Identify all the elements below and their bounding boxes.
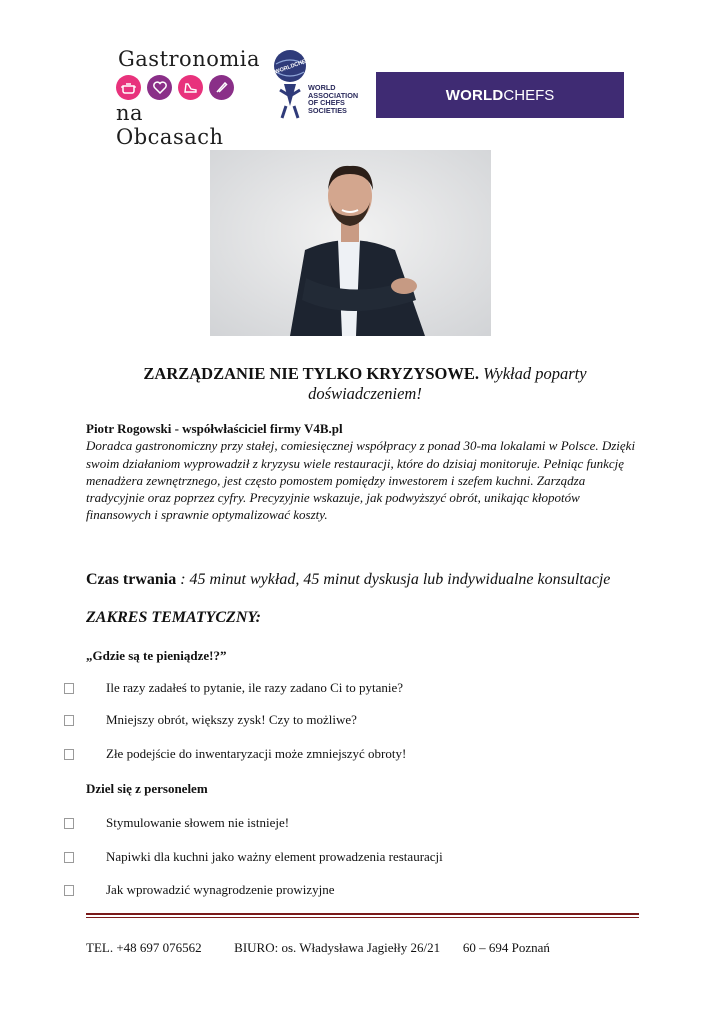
section-title: „Gdzie są te pieniądze!?” [86,648,227,663]
footer-divider [86,913,639,915]
checkbox-icon [64,852,74,863]
list-item [64,815,289,831]
title-italic-2: doświadczeniem! [308,384,422,403]
duration-label: Czas trwania [86,571,177,588]
list-item-text: Napiwki dla kuchni jako ważny element prowadzenia restauracji [106,849,443,864]
list-item [64,712,357,728]
list-item-text: Ile razy zadałeś to pytanie, ile razy zadano Ci to pytanie? [106,680,404,695]
wacs-badge-text: WORLDCHEFS [274,56,314,76]
speaker-name: Piotr Rogowski - współwłaściciel firmy V4B.pl [86,421,343,436]
portrait-photo [210,150,491,336]
checkbox-icon [64,749,74,760]
gastro-logo-line2: na Obcasach [116,101,224,149]
list-item-text: Stymulowanie słowem nie istnieje! [106,815,290,830]
title-italic-1: Wykład poparty [479,364,587,383]
gastronomia-logo [114,45,261,149]
section-title: Dziel się z personelem [86,781,208,796]
worldchefs-banner [376,72,624,118]
list-item-text: Złe podejście do inwentaryzacji może zmniejszyć obroty! [106,746,407,761]
knife-icon [209,75,234,100]
gastro-logo-icons [116,75,234,100]
speaker-block [86,420,646,524]
list-item [64,849,443,865]
pot-icon [116,75,141,100]
gastro-logo-line1: Gastronomia [118,47,261,71]
footer [86,940,646,956]
worldchefs-light: CHEFS [503,86,555,104]
list-item [64,746,406,762]
list-item [64,680,403,696]
wacs-text-line: OF CHEFS [308,98,345,108]
heart-icon [147,75,172,100]
duration-line [86,571,706,589]
title-bold: ZARZĄDZANIE NIE TYLKO KRYZYSOWE. [143,364,480,383]
checkbox-icon [64,885,74,896]
list-item-text: Jak wprowadzić wynagrodzenie prowizyjne [106,882,335,897]
checkbox-icon [64,818,74,829]
worldchefs-bold: WORLD [445,86,504,104]
footer-city: 60 – 694 Poznań [462,940,550,955]
duration-value: : 45 minut wykład, 45 minut dyskusja lub indywidualne konsultacje [176,571,611,588]
wacs-text-line: SOCIETIES [308,105,347,115]
wacs-text-line: ASSOCIATION [308,90,359,100]
footer-phone: TEL. +48 697 076562 [86,940,202,955]
checkbox-icon [64,683,74,694]
checkbox-icon [64,715,74,726]
footer-divider-thin [86,917,639,918]
list-item-text: Mniejszy obrót, większy zysk! Czy to możliwe? [106,712,357,727]
lecture-title [120,364,610,404]
wacs-logo [270,46,370,120]
list-item [64,882,335,898]
wacs-text-line: WORLD [308,83,336,92]
footer-address: BIURO: os. Władysława Jagiełły 26/21 [234,940,441,955]
high-heel-icon [178,75,203,100]
wacs-text [308,84,358,114]
chef-globe-icon [270,46,310,120]
zakres-heading: ZAKRES TEMATYCZNY: [86,609,261,626]
speaker-bio: Doradca gastronomiczny przy stałej, comiesięcznej współpracy z ponad 30-ma lokalami w Polsce. Dzięki swoim działaniom wyprowadził z kryzysu wiele restauracji, które do dzisiaj monitoruje. Pełniąc funkcję menadżera zewnętrznego, jest często pomostem pomiędzy inwestorem i szefem kuchni. Zarządza tradycyjnie oraz poprzez cyfry. Precyzyjnie wskazuje, jak podwyższyć obrót, unikając kłopotów finansowych i sprawnie optymalizować koszty. [86,438,636,523]
